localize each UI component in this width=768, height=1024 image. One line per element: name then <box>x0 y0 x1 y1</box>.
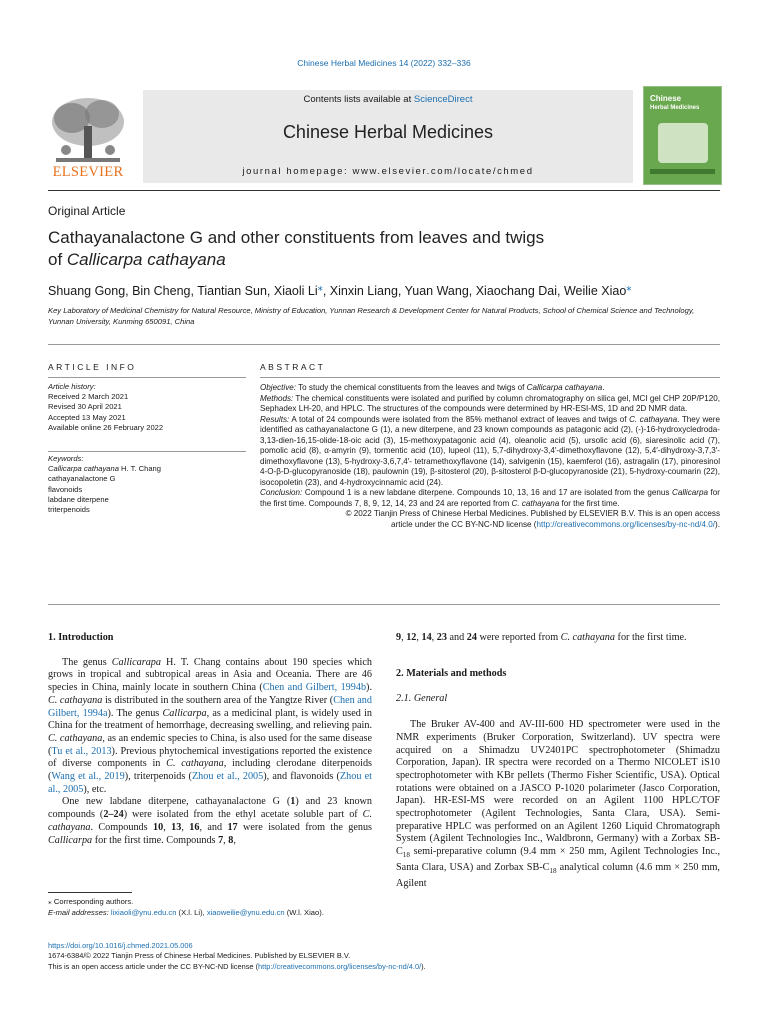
general-subheading: 2.1. General <box>396 693 448 705</box>
abstract-results: Results: A total of 24 compounds were isolated from the 85% methanol extract of leaves and twigs of C. cathayana. They were identified as cathayanalactone G (1), a new diterpene, and 23 known compounds as patagonic acid (2), (-)-16-hydroxycledroda-3,13-dien-16,15-olide-18-oic acid (3), 15-methoxypatagonic acid (4), oleanolic acid (5), ursolic acid (6), siaresinolic acid (7), pomolic acid (8), α-amyrin (9), tormentic acid (10), lupeol (11), 5,7-dihydroxy-3,4′-dimethoxyflavone (12), 5,4′-dihydroxy-3,7,3′-dimethoxyflavone (13), 5-hydroxy-3,6,7,4′- tetramethoxyflavone (14), salvigenin (15), kaemferol (16), astragalin (17), pinoresinol 4-O-β-D-glucopyranoside (18), paulownin (19), β-sitosterol (20), β-sitosterol β-D-glucopyranoside (21), 5-hydroxy-coumarin (22), isocopoletin (23), and 4-hydroxycinnamic acid (24). <box>260 414 720 487</box>
keyword-item: labdane diterpene <box>48 494 109 504</box>
email-addresses: E-mail addresses: lixiaoli@ynu.edu.cn (X.l. Li), xiaoweilie@ynu.edu.cn (W.l. Xiao). <box>48 908 324 917</box>
intro-paragraph-2: One new labdane diterpene, cathayanalactone G (1) and 23 known compounds (2–24) were isolated from the ethyl acetate soluble part of C. cathayana. Compounds 10, 13, 16, and 17 were isolated from the genus Callicarpa for the first time. Compounds 7, 8, <box>48 796 373 846</box>
reference-link[interactable]: Chen and Gilbert, 1994a <box>48 694 372 719</box>
license-line: This is an open access article under the CC BY-NC-ND license (http://creativecommons.org/licenses/by-nc-nd/4.0/). <box>48 961 426 971</box>
affiliation: Key Laboratory of Medicinal Chemistry for Natural Resource, Ministry of Education, Yunnan Research & Development Center for Natural Products, School of Chemical Science and Technology, Yunnan University, Kunming 650091, China <box>48 306 695 326</box>
keyword-item: triterpenoids <box>48 505 90 515</box>
email-link[interactable]: lixiaoli@ynu.edu.cn <box>110 908 177 917</box>
header-rule <box>48 190 720 191</box>
abstract-heading: ABSTRACT <box>260 362 326 372</box>
article-info-heading: ARTICLE INFO <box>48 362 137 372</box>
article-history-header: Article history: <box>48 382 96 391</box>
materials-methods-heading: 2. Materials and methods <box>396 667 507 679</box>
cover-band <box>650 169 715 174</box>
abstract-rule <box>260 377 720 378</box>
article-info-rule <box>48 377 246 378</box>
article-title: Cathayanalactone G and other constituents from leaves and twigs of Callicarpa cathayana <box>48 228 545 269</box>
history-item: Accepted 13 May 2021 <box>48 412 126 422</box>
methods-paragraph-1: The Bruker AV-400 and AV-III-600 HD spectrometer were used in the NMR experiments (Bruker Corporation, Switzerland). UV spectra were acquired on a Shimadzu UV2401PC spectrophotometer (Shimadzu Corporation, Japan). IR spectra were recorded on a Thermo NICOLET iS10 spectrophotometer with KBr pellets (Thermo Fisher Scientific, USA). Optical rotations were obtained on a JASCO P-1020 polarimeter (Jasco Corporation, Japan). HR-ESI-MS were recorded on an Agilent 1100 HPLC/TOF spectrophotometer (Agilent Technologies, Santa Clara, USA). Semi-preparative HPLC was performed on an Agilent 1260 Liquid Chromatograph System (Agilent Technologies Inc., Waldbronn, Germany) with a Zorbax $SB-C_{18}$ semi-preparative column (9.4 mm × 250 mm, Agilent Technologies Inc., Santa Clara, USA) and Zorbax $SB-C_{18}$ analytical column (4.6 mm × 250 mm, Agilent <box>396 719 720 889</box>
cover-image <box>658 123 708 163</box>
abstract-objective: Objective: To study the chemical constituents from the leaves and twigs of Callicarpa cathayana. <box>260 383 605 392</box>
reference-link[interactable]: Zhou et al., 2005 <box>48 771 372 795</box>
license-link[interactable]: http://creativecommons.org/licenses/by-nc-nd/4.0/ <box>536 519 716 529</box>
journal-name: Chinese Herbal Medicines <box>282 122 494 142</box>
keywords-rule <box>48 451 246 452</box>
keyword-item: flavonoids <box>48 484 83 494</box>
intro-paragraph-2-cont: 9, 12, 14, 23 and 24 were reported from C. cathayana for the first time. <box>396 632 687 643</box>
elsevier-wordmark: ELSEVIER <box>52 164 124 180</box>
cover-title: Chinese Herbal Medicines <box>650 94 700 111</box>
issn-line: 1674-6384/© 2022 Tianjin Press of Chinese Herbal Medicines. Published by ELSEVIER B.V. <box>48 951 351 961</box>
keyword-item: cathayanalactone G <box>48 474 116 484</box>
abstract-end-rule <box>48 604 720 605</box>
license-link[interactable]: http://creativecommons.org/licenses/by-nc-nd/4.0/ <box>258 961 422 971</box>
keyword-item: Callicarpa cathayana H. T. Chang <box>48 464 161 474</box>
introduction-heading: 1. Introduction <box>48 632 114 643</box>
reference-link[interactable]: Tu et al., 2013 <box>51 745 112 757</box>
reference-link[interactable]: Wang et al., 2019 <box>51 771 125 783</box>
reference-link[interactable]: Zhou et al., 2005 <box>191 771 264 783</box>
journal-homepage[interactable]: journal homepage: www.elsevier.com/locate/chmed <box>242 166 534 177</box>
abstract-methods: Methods: The chemical constituents were isolated and purified by column chromatography on silica gel, MCI gel CHP 20P/P120, Sephadex LH-20, and HPLC. The structures of the compounds were determined by HR-ESI-MS, 1D and 2D NMR data. <box>260 393 720 413</box>
corresponding-authors-note: ⁎ Corresponding authors. <box>48 897 134 906</box>
elsevier-logo[interactable] <box>46 92 130 182</box>
doi-link[interactable]: https://doi.org/10.1016/j.chmed.2021.05.006 <box>48 941 193 950</box>
journal-citation[interactable]: Chinese Herbal Medicines 14 (2022) 332–336 <box>297 58 471 68</box>
sciencedirect-link[interactable]: ScienceDirect <box>413 94 473 105</box>
abstract-copyright: © 2022 Tianjin Press of Chinese Herbal Medicines. Published by ELSEVIER B.V. This is an open access article under the CC BY-NC-ND license (http://creativecommons.org/licenses/by-nc-nd/4.0/). <box>345 509 720 529</box>
left-column <box>48 632 372 847</box>
author-list: Shuang Gong, Bin Cheng, Tiantian Sun, Xiaoli Li⁎, Xinxin Liang, Yuan Wang, Xiaochang Dai, Weilie Xiao⁎ <box>48 282 632 299</box>
section-rule <box>48 344 720 345</box>
corresponding-author-mark[interactable]: ⁎ <box>626 282 632 293</box>
contents-available-line: Contents lists available at ScienceDirect <box>303 94 473 105</box>
corresponding-author-mark[interactable]: ⁎ <box>317 282 323 293</box>
article-type: Original Article <box>48 204 126 218</box>
reference-link[interactable]: Chen and Gilbert, 1994b <box>262 682 367 694</box>
abstract-conclusion: Conclusion: Compound 1 is a new labdane diterpene. Compounds 10, 13, 16 and 17 are isolated from the genus Callicarpa for the first time. Compounds 7, 8, 9, 12, 14, 23 and 24 are reported from C. cathayana for the first time. <box>260 488 720 508</box>
history-item: Available online 26 February 2022 <box>48 422 164 432</box>
page-footer <box>48 941 720 972</box>
journal-cover-thumbnail[interactable] <box>643 86 722 185</box>
right-column <box>396 632 720 890</box>
footnotes <box>48 896 372 918</box>
abstract-body <box>260 383 720 530</box>
email-link[interactable]: xiaoweilie@ynu.edu.cn <box>206 908 285 917</box>
article-info <box>48 382 246 515</box>
intro-paragraph-1: The genus Callicarapa H. T. Chang contains about 190 species which grows in tropical and subtropical areas in Asia and Oceania. There are 46 species in China, mainly locate in southern China (Chen and Gilbert, 1994b). C. cathayana is distributed in the southern area of the Yangtze River (Chen and Gilbert, 1994a). The genus Callicarpa, as a medicinal plant, is widely used in China for the treatment of hemorrhage, decreasing swelling, and relieving pain. C. cathayana, as an endemic species to China, is also used for the same disease (Tu et al., 2013). Previous phytochemical investigations reported the existence of diverse components in C. cathayana, including clerodane diterpenoids (Wang et al., 2019), triterpenoids (Zhou et al., 2005), and flavonoids (Zhou et al., 2005), etc. <box>48 656 373 795</box>
history-item: Revised 30 April 2021 <box>48 402 122 412</box>
history-item: Received 2 March 2021 <box>48 392 129 402</box>
footnote-rule <box>48 892 132 893</box>
keywords-header: Keywords: <box>48 454 84 464</box>
